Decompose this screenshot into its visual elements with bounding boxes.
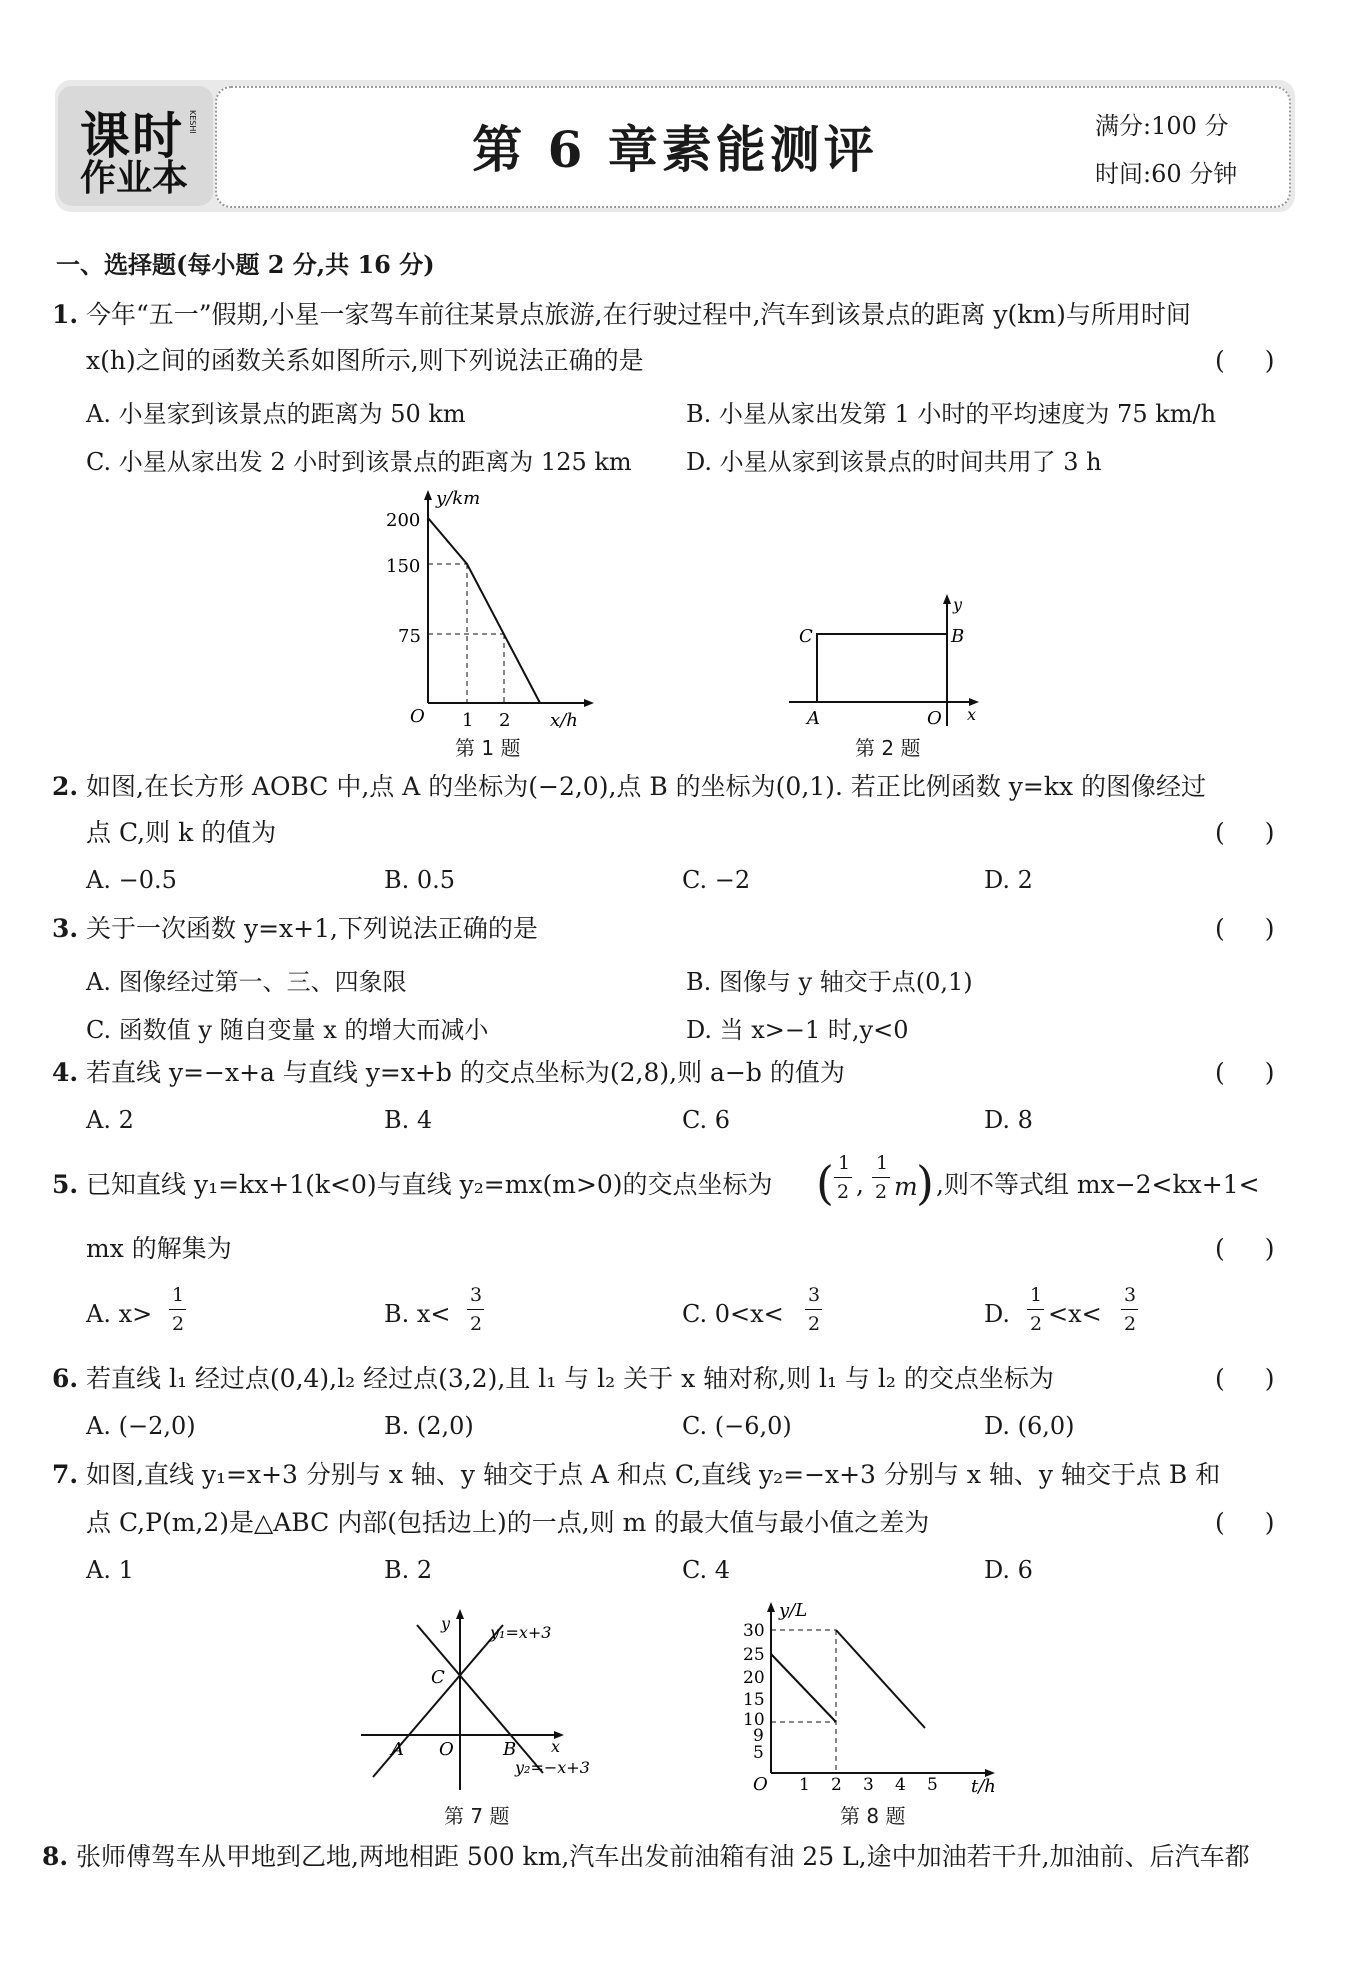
q5-d-bar2 bbox=[1121, 1309, 1138, 1310]
full-score: 满分:100 分 bbox=[1095, 112, 1229, 140]
q2-option-b: B. 0.5 bbox=[384, 866, 456, 894]
fig1-ylabel: y/km bbox=[436, 488, 481, 509]
q4-answer-paren: () bbox=[1215, 1058, 1315, 1087]
fig2-xlabel: x bbox=[967, 705, 977, 724]
q3-line1: 关于一次函数 y=x+1,下列说法正确的是 bbox=[86, 914, 538, 943]
q5-b-num: 3 bbox=[470, 1284, 483, 1306]
q2-line1: 如图,在长方形 AOBC 中,点 A 的坐标为(−2,0),点 B 的坐标为(0,1). 若正比例函数 y=kx 的图像经过 bbox=[86, 772, 1207, 801]
fig1-ytick-200: 200 bbox=[386, 510, 421, 531]
fig8-ytick-10: 10 bbox=[743, 1710, 765, 1730]
q4-option-c: C. 6 bbox=[682, 1106, 731, 1134]
q3-answer-paren: () bbox=[1215, 914, 1315, 943]
q6-number: 6. bbox=[52, 1364, 79, 1393]
q7-answer-paren: () bbox=[1215, 1508, 1315, 1537]
fig8-ytick-20: 20 bbox=[743, 1668, 765, 1688]
q2-option-d: D. 2 bbox=[984, 866, 1033, 894]
q6-option-c: C. (−6,0) bbox=[682, 1412, 792, 1440]
q5-a-num: 1 bbox=[172, 1284, 185, 1306]
q6-option-d: D. (6,0) bbox=[984, 1412, 1075, 1440]
q5-d-den2: 2 bbox=[1124, 1313, 1137, 1335]
q1-line1: 今年“五一”假期,小星一家驾车前往某景点旅游,在行驶过程中,汽车到该景点的距离 y(km)与所用时间 bbox=[86, 300, 1191, 329]
fig7-caption: 第 7 题 bbox=[444, 1804, 510, 1828]
q5-a-bar bbox=[169, 1309, 186, 1310]
fig8-ytick-25: 25 bbox=[743, 1645, 765, 1665]
figure-7 bbox=[355, 1605, 595, 1800]
q1-answer-paren: () bbox=[1215, 346, 1315, 375]
fig7-point-c: C bbox=[431, 1667, 445, 1688]
q5-d-mid: <x< bbox=[1048, 1300, 1102, 1328]
q2-line2: 点 C,则 k 的值为 bbox=[86, 818, 277, 847]
fig8-caption: 第 8 题 bbox=[840, 1804, 906, 1828]
fig8-ylabel: y/L bbox=[779, 1600, 808, 1621]
q2-number: 2. bbox=[52, 772, 79, 801]
q5-frac1-bar bbox=[834, 1177, 852, 1178]
fig8-xtick-2: 2 bbox=[831, 1775, 842, 1795]
fig2-point-a: A bbox=[807, 708, 820, 729]
fig7-ylabel: y bbox=[441, 1614, 451, 1633]
q5-d-num2: 3 bbox=[1124, 1284, 1137, 1306]
q3-option-c: C. 函数值 y 随自变量 x 的增大而减小 bbox=[86, 1016, 489, 1044]
q1-option-b: B. 小星从家出发第 1 小时的平均速度为 75 km/h bbox=[686, 400, 1217, 428]
q4-number: 4. bbox=[52, 1058, 79, 1087]
q7-option-a: A. 1 bbox=[86, 1556, 134, 1584]
q7-option-b: B. 2 bbox=[384, 1556, 433, 1584]
q6-option-b: B. (2,0) bbox=[384, 1412, 474, 1440]
logo-small-text: KESHI bbox=[188, 110, 197, 134]
figure-2 bbox=[785, 590, 985, 735]
q5-frac2-den: 2 bbox=[875, 1181, 888, 1203]
q5-a-den: 2 bbox=[172, 1313, 185, 1335]
q5-frac2-num: 1 bbox=[876, 1152, 889, 1174]
page-title: 第 6 章素能测评 bbox=[472, 120, 878, 179]
logo-line2: 作业本 bbox=[80, 158, 189, 199]
fig1-caption: 第 1 题 bbox=[455, 736, 521, 760]
q1-number: 1. bbox=[52, 300, 79, 329]
q7-line2: 点 C,P(m,2)是△ABC 内部(包括边上)的一点,则 m 的最大值与最小值之差为 bbox=[86, 1508, 930, 1537]
time-limit: 时间:60 分钟 bbox=[1095, 160, 1238, 188]
q3-number: 3. bbox=[52, 914, 79, 943]
q3-option-b: B. 图像与 y 轴交于点(0,1) bbox=[686, 968, 973, 996]
fig7-point-b: B bbox=[503, 1739, 517, 1760]
fig8-ytick-9: 9 bbox=[753, 1726, 764, 1746]
q5-d-num1: 1 bbox=[1030, 1284, 1043, 1306]
logo-line1: 课时 bbox=[80, 107, 184, 165]
fig1-ytick-75: 75 bbox=[398, 626, 421, 647]
q5-option-c: C. 0<x< bbox=[682, 1300, 784, 1328]
q6-line1: 若直线 l₁ 经过点(0,4),l₂ 经过点(3,2),且 l₁ 与 l₂ 关于 x 轴对称,则 l₁ 与 l₂ 的交点坐标为 bbox=[86, 1364, 1054, 1393]
q4-option-d: D. 8 bbox=[984, 1106, 1033, 1134]
q5-b-bar bbox=[467, 1309, 484, 1310]
fig2-ylabel: y bbox=[953, 595, 963, 614]
fig8-ytick-30: 30 bbox=[743, 1621, 765, 1641]
q2-option-c: C. −2 bbox=[682, 866, 751, 894]
q1-option-c: C. 小星从家出发 2 小时到该景点的距离为 125 km bbox=[86, 448, 632, 476]
fig1-ytick-150: 150 bbox=[386, 556, 421, 577]
q5-d-bar1 bbox=[1027, 1309, 1044, 1310]
fig7-line2-label: y₂=−x+3 bbox=[515, 1758, 590, 1777]
q6-option-a: A. (−2,0) bbox=[86, 1412, 196, 1440]
q2-option-a: A. −0.5 bbox=[86, 866, 177, 894]
q8-line1: 张师傅驾车从甲地到乙地,两地相距 500 km,汽车出发前油箱有油 25 L,途中加油若干升,加油前、后汽车都 bbox=[76, 1842, 1250, 1871]
q2-answer-paren: () bbox=[1215, 818, 1315, 847]
fig8-xlabel: t/h bbox=[971, 1776, 996, 1797]
q5-b-den: 2 bbox=[470, 1313, 483, 1335]
q5-line1b: ,则不等式组 mx−2<kx+1< bbox=[936, 1170, 1260, 1199]
q5-line1a: 已知直线 y₁=kx+1(k<0)与直线 y₂=mx(m>0)的交点坐标为 bbox=[86, 1170, 773, 1199]
fig7-line1-label: y₁=x+3 bbox=[490, 1623, 552, 1642]
q5-option-a: A. x> bbox=[86, 1300, 153, 1328]
fig2-origin: O bbox=[927, 708, 942, 729]
q5-left-paren: ( bbox=[816, 1156, 834, 1210]
q5-frac1-num: 1 bbox=[838, 1152, 851, 1174]
fig7-point-a: A bbox=[391, 1739, 404, 1760]
q5-option-b: B. x< bbox=[384, 1300, 451, 1328]
q5-line2: mx 的解集为 bbox=[86, 1234, 232, 1263]
q5-answer-paren: () bbox=[1215, 1234, 1315, 1263]
fig8-ytick-5: 5 bbox=[753, 1743, 764, 1763]
q7-number: 7. bbox=[52, 1460, 79, 1489]
fig8-xtick-3: 3 bbox=[863, 1775, 874, 1795]
q7-option-d: D. 6 bbox=[984, 1556, 1033, 1584]
fig1-origin: O bbox=[410, 706, 425, 727]
fig7-xlabel: x bbox=[551, 1737, 561, 1756]
fig7-origin: O bbox=[439, 1739, 454, 1760]
q5-c-bar bbox=[805, 1309, 822, 1310]
q7-option-c: C. 4 bbox=[682, 1556, 731, 1584]
q1-option-a: A. 小星家到该景点的距离为 50 km bbox=[86, 400, 466, 428]
q8-number: 8. bbox=[42, 1842, 69, 1871]
q5-frac1-den: 2 bbox=[837, 1181, 850, 1203]
fig8-origin: O bbox=[753, 1774, 768, 1795]
q5-comma: , bbox=[856, 1170, 864, 1199]
q5-option-d: D. bbox=[984, 1300, 1011, 1328]
q5-number: 5. bbox=[52, 1170, 79, 1199]
q5-d-den1: 2 bbox=[1030, 1313, 1043, 1335]
fig2-caption: 第 2 题 bbox=[855, 736, 921, 760]
q3-option-d: D. 当 x>−1 时,y<0 bbox=[686, 1016, 909, 1044]
q1-line2: x(h)之间的函数关系如图所示,则下列说法正确的是 bbox=[86, 346, 644, 375]
fig2-point-b: B bbox=[951, 626, 965, 647]
fig2-point-c: C bbox=[799, 626, 813, 647]
fig1-xlabel: x/h bbox=[550, 710, 578, 731]
fig8-xtick-1: 1 bbox=[799, 1775, 810, 1795]
q5-frac2-bar bbox=[872, 1177, 890, 1178]
q5-right-paren: ) bbox=[916, 1156, 934, 1210]
fig8-xtick-5: 5 bbox=[927, 1775, 938, 1795]
figure-8 bbox=[735, 1598, 1005, 1798]
fig1-xtick-2: 2 bbox=[499, 710, 511, 731]
section-heading: 一、选择题(每小题 2 分,共 16 分) bbox=[56, 250, 435, 279]
q4-line1: 若直线 y=−x+a 与直线 y=x+b 的交点坐标为(2,8),则 a−b 的值为 bbox=[86, 1058, 845, 1087]
q4-option-b: B. 4 bbox=[384, 1106, 433, 1134]
q4-option-a: A. 2 bbox=[86, 1106, 134, 1134]
fig8-ytick-15: 15 bbox=[743, 1690, 765, 1710]
q5-c-num: 3 bbox=[808, 1284, 821, 1306]
q5-frac2-m: m bbox=[894, 1172, 918, 1201]
q7-line1: 如图,直线 y₁=x+3 分别与 x 轴、y 轴交于点 A 和点 C,直线 y₂=−x+3 分别与 x 轴、y 轴交于点 B 和 bbox=[86, 1460, 1221, 1489]
fig8-xtick-4: 4 bbox=[895, 1775, 906, 1795]
figure-1 bbox=[380, 488, 600, 738]
q6-answer-paren: () bbox=[1215, 1364, 1315, 1393]
q3-option-a: A. 图像经过第一、三、四象限 bbox=[86, 968, 407, 996]
q1-option-d: D. 小星从家到该景点的时间共用了 3 h bbox=[686, 448, 1102, 476]
fig1-xtick-1: 1 bbox=[462, 710, 474, 731]
q5-c-den: 2 bbox=[808, 1313, 821, 1335]
